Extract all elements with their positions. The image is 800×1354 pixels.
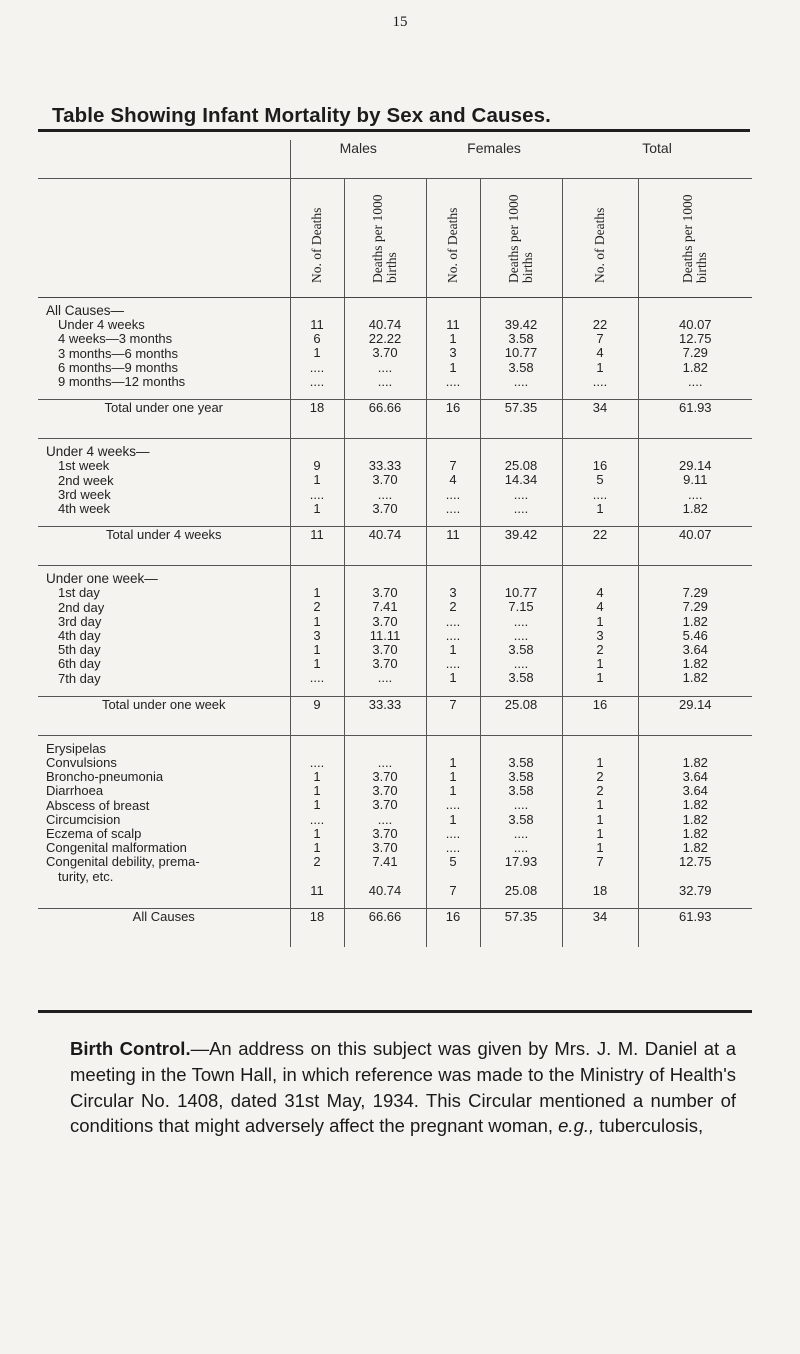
row-label: Erysipelas [46,740,106,756]
value-cell: 3.58 [508,359,534,375]
section-labels [38,566,290,697]
value-cell: .... [513,613,529,629]
value-cell: .... [309,811,325,827]
subheader-blank [38,179,290,298]
value-cell: 1 [596,754,604,770]
total-value: 34 [562,400,638,439]
value-cell: .... [445,627,461,643]
value-cell: .... [688,373,703,389]
value-cell: .... [513,373,529,389]
value-cell: 7.29 [682,585,708,601]
value-cell: 1.82 [682,825,708,841]
value-cell: 1 [313,825,321,841]
value-cell: .... [513,627,529,643]
value-cell: 3.70 [372,613,398,629]
value-cell: 7.29 [682,345,708,361]
row-label: 6 months—9 months [58,359,178,375]
value-cell: 12.75 [679,854,712,870]
value-cell: 1 [596,825,604,841]
value-column [426,298,480,400]
subheader-total-deaths: No. of Deaths [562,179,638,298]
value-cell: 2 [596,769,604,785]
section-row [38,735,752,908]
value-cell: 25.08 [504,458,538,474]
subheader-males-rate: Deaths per 1000 births [344,179,426,298]
value-cell: 3.70 [372,825,398,841]
value-column [480,439,562,527]
value-column [344,298,426,400]
value-cell: 1 [449,754,457,770]
row-label: 9 months—12 months [58,374,186,390]
row-label: Convulsions [46,755,117,771]
value-cell: 3.58 [508,670,534,686]
value-cell: .... [309,486,325,502]
value-cell: 40.07 [679,317,712,332]
row-label: Eczema of scalp [46,826,142,842]
row-label: 2nd week [58,472,114,488]
subheader-females-deaths: No. of Deaths [426,179,480,298]
value-cell: 3.70 [372,472,398,488]
value-cell: 1 [596,359,604,375]
row-label: 5th day [58,642,101,658]
value-spacer [481,869,562,883]
value-cell: 11 [310,317,324,332]
value-cell: 32.79 [679,882,712,898]
row-label: Abscess of breast [46,797,150,813]
value-column [290,566,344,697]
value-cell: .... [513,797,529,813]
value-cell: 3.70 [372,797,398,813]
value-cell: .... [513,486,529,502]
subheader-females-rate: Deaths per 1000 births [480,179,562,298]
value-cell: .... [445,486,461,502]
total-value: 61.93 [638,400,752,439]
value-column [426,566,480,697]
value-cell: 1 [596,656,604,672]
total-value: 7 [426,696,480,735]
value-cell: 40.74 [368,882,402,898]
total-label: All Causes [38,908,290,947]
value-column [344,566,426,697]
row-label: 7th day [58,670,101,686]
value-cell: .... [445,797,461,813]
row-label: Congenital debility, prema- [46,854,200,870]
total-value: 22 [562,527,638,566]
value-column [426,735,480,908]
table-title: Table Showing Infant Mortality by Sex and Causes. [52,104,551,127]
value-cell: 1 [313,613,321,629]
value-cell: .... [377,670,393,686]
value-cell: 10.77 [504,585,538,601]
subheader-total-rate: Deaths per 1000 births [638,179,752,298]
value-cell: 40.74 [368,317,402,332]
value-spacer [639,869,753,883]
value-cell: 12.75 [679,331,712,347]
value-cell: 1 [596,797,604,813]
value-cell: 3.70 [372,345,398,361]
value-cell: 11 [446,317,460,332]
section-heading: All Causes— [46,303,125,318]
value-cell: 1 [449,811,457,827]
row-label-cont: turity, etc. [58,868,114,884]
value-column [562,735,638,908]
header-females: Females [467,140,521,156]
value-cell: 3.58 [508,783,534,799]
value-cell: 1.82 [682,656,708,672]
total-value: 9 [290,696,344,735]
value-cell: 1 [313,641,321,657]
row-label: 3 months—6 months [58,345,178,361]
value-cell: .... [513,500,529,516]
value-cell: 1.82 [682,670,708,686]
row-label: 3rd day [58,613,102,629]
value-cell: 3.64 [682,641,708,657]
value-column [638,566,752,697]
value-cell: .... [445,373,461,389]
total-value: 61.93 [638,908,752,947]
value-cell: 3 [596,627,604,643]
value-cell: 7.41 [372,599,398,615]
value-cell: 1 [596,500,604,516]
value-cell: 1 [449,359,457,375]
page-number: 15 [392,14,408,30]
value-cell: .... [377,373,393,389]
total-row [38,527,752,566]
value-cell: .... [377,811,393,827]
value-cell: 1 [596,811,604,827]
value-spacer [563,869,638,883]
value-cell: .... [309,670,325,686]
subheader-males-deaths: No. of Deaths [290,179,344,298]
value-column [638,298,752,400]
value-cell: .... [445,500,461,516]
total-label: Total under one year [38,400,290,439]
value-column [638,439,752,527]
value-cell: 3.58 [508,754,534,770]
value-cell: 1 [449,769,457,785]
value-cell: .... [309,359,325,375]
row-label: 6th day [58,656,101,672]
value-cell: 1.82 [682,754,708,770]
value-cell: 3.70 [372,656,398,672]
value-column [562,298,638,400]
value-cell: 1 [313,345,321,361]
value-cell: 7.41 [372,854,398,870]
value-cell: 2 [596,783,604,799]
value-cell: 3 [449,585,457,601]
value-cell: 4 [596,345,604,361]
table-bottom-rule [38,1010,752,1013]
value-cell: 1 [449,331,457,347]
value-cell: 1 [596,670,604,686]
value-cell: 1 [449,641,457,657]
value-cell: 1 [596,613,604,629]
paragraph-text: —An address on this subject was given by Mrs. J. M. Daniel at a meeting in the Town Hall, in which reference was made to the Ministry of Health's Circular No. 1408, dated 31st May, 1934. This Circular mentioned a number of conditions that might adversely affect the pregnant woman, [70,1038,737,1137]
row-label: 4th week [58,501,111,517]
header-total: Total [642,140,672,156]
section-labels [38,298,290,400]
value-cell: .... [377,359,393,375]
total-value: 57.35 [480,400,562,439]
value-column [290,735,344,908]
value-column [426,439,480,527]
total-value: 16 [426,908,480,947]
value-cell: 3.70 [372,839,398,855]
total-value: 18 [290,908,344,947]
value-column [344,439,426,527]
row-label: Broncho-pneumonia [46,769,164,785]
value-cell: .... [513,656,529,672]
value-cell: 1 [313,585,321,601]
value-cell: 1 [313,797,321,813]
total-value: 66.66 [344,908,426,947]
row-label: 1st day [58,585,100,601]
value-cell: 1 [313,839,321,855]
value-column [562,439,638,527]
value-column [480,298,562,400]
value-cell: 3 [449,345,457,361]
value-cell: .... [445,656,461,672]
value-spacer [291,869,344,883]
value-cell: 18 [592,882,608,898]
value-cell: 7.29 [682,599,708,615]
row-label: Diarrhoea [46,783,104,799]
row-label: 3rd week [58,486,111,502]
value-cell: 6 [313,331,321,347]
value-cell: 2 [596,641,604,657]
value-cell: 9.11 [683,472,708,488]
value-cell: 3.70 [372,641,398,657]
value-cell: 3.58 [508,811,534,827]
total-value: 11 [426,527,480,566]
title-underline [38,129,750,132]
value-cell: 10.77 [504,345,538,361]
value-spacer [427,869,480,883]
value-cell: .... [445,613,461,629]
row-label: Under 4 weeks [58,317,145,333]
header-males: Males [290,140,426,179]
value-cell: 7 [449,458,457,474]
row-label: 4th day [58,628,101,644]
value-column [480,735,562,908]
value-column [344,735,426,908]
total-label: Total under one week [38,696,290,735]
birth-control-paragraph [70,1036,736,1139]
total-row [38,400,752,439]
total-value: 34 [562,908,638,947]
value-cell: 1 [313,656,321,672]
value-cell: 4 [596,599,604,615]
total-value: 40.07 [638,527,752,566]
value-cell: 1 [313,500,321,516]
value-cell: 5 [596,472,604,488]
value-cell: 11 [310,882,324,898]
section-heading: Under 4 weeks— [46,444,150,460]
paragraph-heading: Birth Control. [70,1038,191,1059]
value-column [290,298,344,400]
value-cell: 3.64 [682,769,708,785]
value-cell: 22 [592,317,608,332]
value-cell: 3.64 [682,783,708,799]
mortality-table [38,140,752,947]
value-cell: .... [513,825,529,841]
value-cell: 1 [449,670,457,686]
value-cell: 7 [596,331,604,347]
total-label: Total under 4 weeks [38,527,290,566]
total-value: 39.42 [480,527,562,566]
value-cell: 3.58 [508,641,534,657]
value-cell: .... [688,486,703,502]
section-labels [38,735,290,908]
section-row [38,298,752,400]
value-cell: 1.82 [682,839,708,855]
total-value: 66.66 [344,400,426,439]
value-cell: 5 [449,854,457,870]
paragraph-tail: tuberculosis, [594,1115,704,1137]
value-cell: 7.15 [508,599,534,615]
value-cell: 3.70 [372,500,398,516]
total-value: 16 [426,400,480,439]
total-value: 57.35 [480,908,562,947]
value-cell: 7 [596,854,604,870]
total-row [38,696,752,735]
section-row [38,439,752,527]
value-cell: 14.34 [504,472,538,488]
total-value: 33.33 [344,696,426,735]
value-cell: 1.82 [682,613,708,629]
row-label: 4 weeks—3 months [58,331,173,347]
value-cell: 1 [596,839,604,855]
value-cell: .... [592,373,608,389]
value-cell: .... [445,825,461,841]
value-cell: 4 [596,585,604,601]
total-value: 18 [290,400,344,439]
value-cell: 3.70 [372,769,398,785]
value-cell: 29.14 [679,458,712,474]
value-cell: 11.11 [369,627,401,643]
value-cell: .... [309,754,325,770]
value-cell: 1.82 [682,797,708,813]
value-cell: 1.82 [682,500,708,516]
value-cell: 22.22 [368,331,402,347]
value-cell: 16 [592,458,608,474]
value-cell: .... [377,754,393,770]
value-cell: 3 [313,627,321,643]
value-cell: 2 [313,854,321,870]
value-cell: 5.46 [682,627,708,643]
value-cell: 3.58 [508,769,534,785]
value-column [290,439,344,527]
section-labels [38,439,290,527]
header-blank [38,140,290,179]
value-cell: 2 [449,599,457,615]
value-cell: 17.93 [504,854,538,870]
value-cell: .... [309,373,325,389]
value-spacer [345,869,426,883]
value-column [480,566,562,697]
value-column [562,566,638,697]
total-row [38,908,752,947]
value-cell: 3.70 [372,585,398,601]
value-cell: 7 [449,882,457,898]
value-cell: 1 [313,472,321,488]
value-cell: 25.08 [504,882,538,898]
value-cell: 2 [313,599,321,615]
value-cell: 3.58 [508,331,534,347]
value-cell: 4 [449,472,457,488]
value-cell: 33.33 [368,458,402,474]
value-cell: .... [377,486,393,502]
value-cell: 1.82 [682,359,708,375]
paragraph-eg: e.g., [558,1115,595,1137]
value-column [638,735,752,908]
row-label: Circumcision [46,811,121,827]
total-value: 25.08 [480,696,562,735]
total-value: 16 [562,696,638,735]
section-heading: Under one week— [46,571,158,587]
value-cell: 39.42 [504,317,538,332]
value-cell: 1 [313,769,321,785]
value-cell: 1 [449,783,457,799]
value-cell: 3.70 [372,783,398,799]
section-row [38,566,752,697]
value-cell: .... [445,839,461,855]
total-value: 29.14 [638,696,752,735]
table-body [38,298,752,947]
row-label: 1st week [58,458,110,474]
value-cell: 1.82 [682,811,708,827]
value-cell: 1 [313,783,321,799]
total-value: 40.74 [344,527,426,566]
row-label: Congenital malformation [46,840,187,856]
row-label: 2nd day [58,599,105,615]
total-value: 11 [290,527,344,566]
value-cell: .... [592,486,608,502]
value-cell: 9 [313,458,321,474]
value-cell: .... [513,839,529,855]
